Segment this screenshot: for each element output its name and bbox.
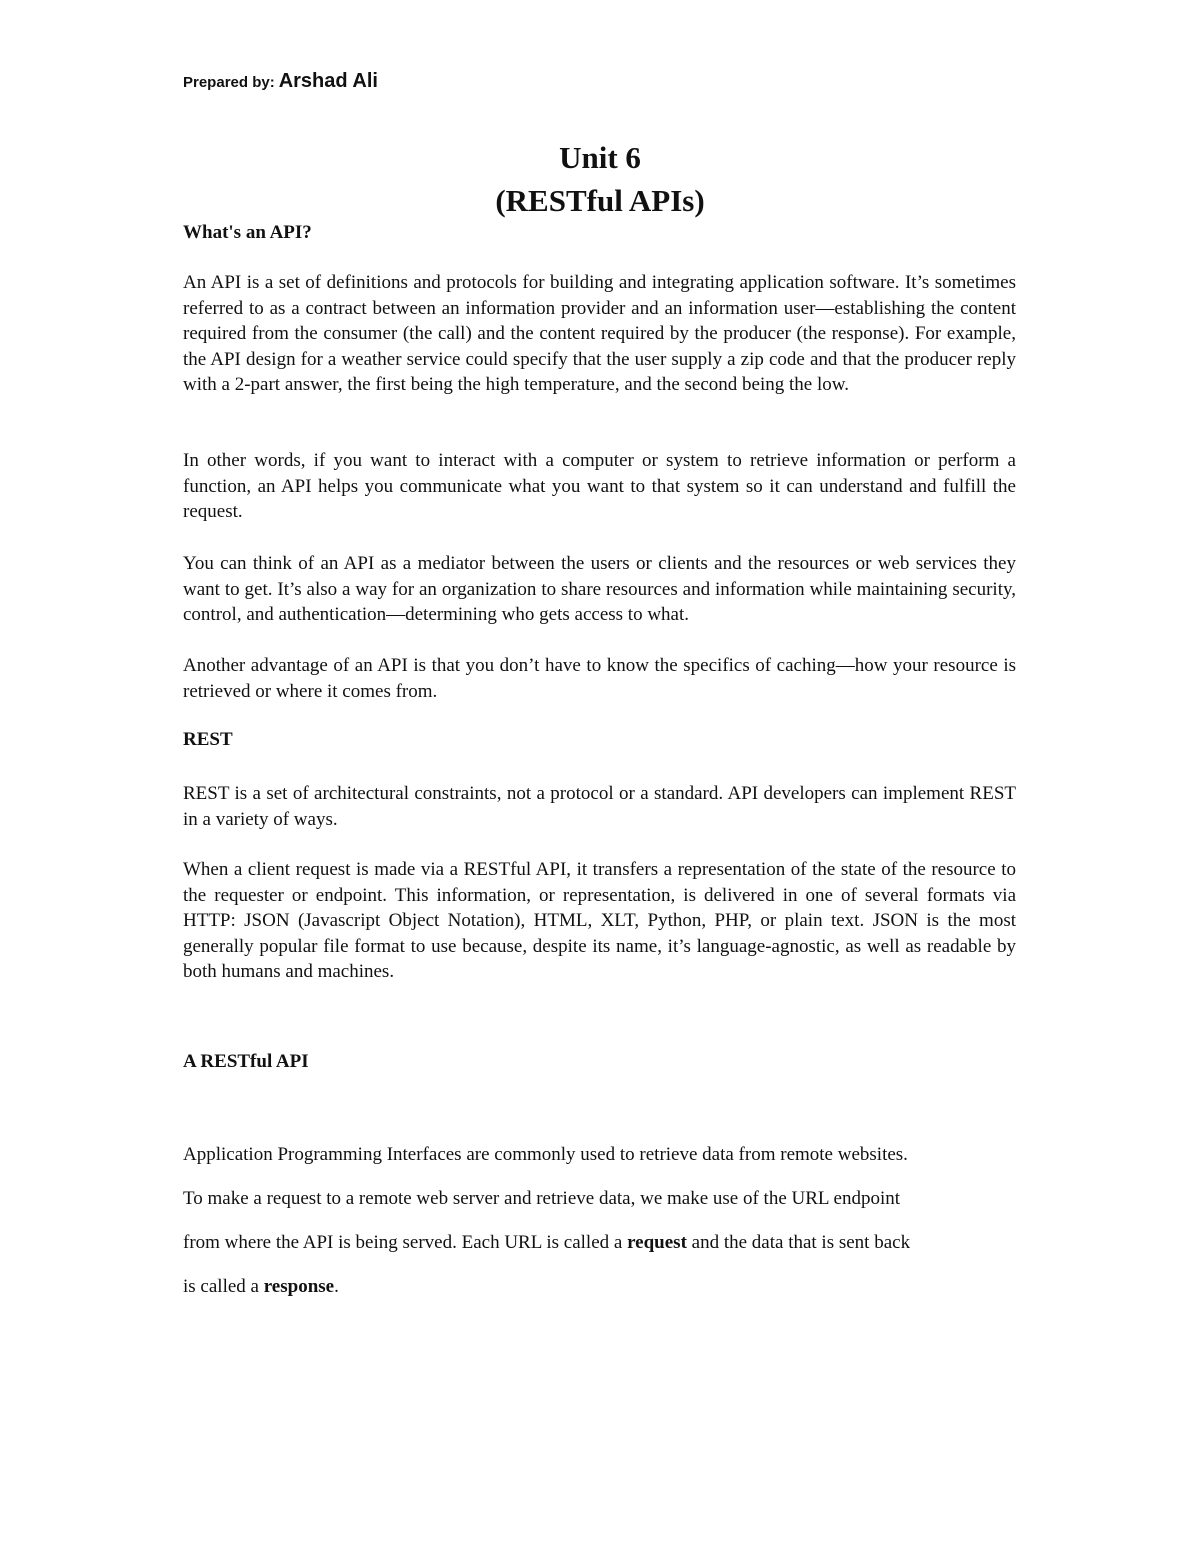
title-line-unit: Unit 6	[559, 140, 641, 175]
api-paragraph-2: In other words, if you want to interact with a computer or system to retrieve information or perform a function, an API helps you communicate what you want to that system so it can understand and fulfill the request.	[183, 450, 1016, 522]
restful-line-4-post: .	[334, 1276, 339, 1297]
prepared-by-label: Prepared by:	[183, 74, 275, 91]
restful-line-4	[183, 1265, 1023, 1309]
restful-line-4-pre: is called a	[183, 1276, 264, 1297]
author-name: Arshad Ali	[278, 70, 378, 92]
rest-paragraph-2: When a client request is made via a RESTful API, it transfers a representation of the state of the resource to the requester or endpoint. This information, or representation, is delivered in one of several formats via HTTP: JSON (Javascript Object Notation), HTML, XLT, Python, PHP, or plain text. JSON is the most generally popular file format to use because, despite its name, it’s language-agnostic, as well as readable by both humans and machines.	[183, 859, 1016, 982]
heading-whats-an-api: What's an API?	[183, 222, 312, 243]
document-title	[0, 136, 1200, 222]
rest-paragraph-1: REST is a set of architectural constraints, not a protocol or a standard. API developers can implement REST in a variety of ways.	[183, 783, 1016, 830]
restful-paragraph	[183, 1133, 1023, 1309]
restful-line-3-post: and the data that is sent back	[686, 1232, 911, 1253]
request-term: request	[627, 1232, 687, 1253]
restful-line-3	[183, 1221, 1023, 1265]
prepared-by-line	[183, 70, 378, 93]
restful-line-3-pre: from where the API is being served. Each URL is called a	[183, 1232, 628, 1253]
api-paragraph-3: You can think of an API as a mediator between the users or clients and the resources or web services they want to get. It’s also a way for an organization to share resources and information while maintaining security, control, and authentication—determining who gets access to what.	[183, 553, 1016, 625]
api-paragraph-4: Another advantage of an API is that you don’t have to know the specifics of caching—how your resource is retrieved or where it comes from.	[183, 655, 1016, 702]
heading-a-restful-api: A RESTful API	[183, 1051, 309, 1072]
response-term: response	[263, 1276, 335, 1297]
heading-rest: REST	[183, 729, 233, 750]
restful-line-2: To make a request to a remote web server and retrieve data, we make use of the URL endpoint	[183, 1188, 901, 1209]
restful-line-1: Application Programming Interfaces are commonly used to retrieve data from remote websites.	[183, 1144, 908, 1165]
api-paragraph-1: An API is a set of definitions and protocols for building and integrating application software. It’s sometimes referred to as a contract between an information provider and an information user—establishing the content required from the consumer (the call) and the content required by the producer (the response). For example, the API design for a weather service could specify that the user supply a zip code and that the producer reply with a 2-part answer, the first being the high temperature, and the second being the low.	[183, 272, 1016, 395]
title-line-topic: (RESTful APIs)	[495, 183, 705, 218]
